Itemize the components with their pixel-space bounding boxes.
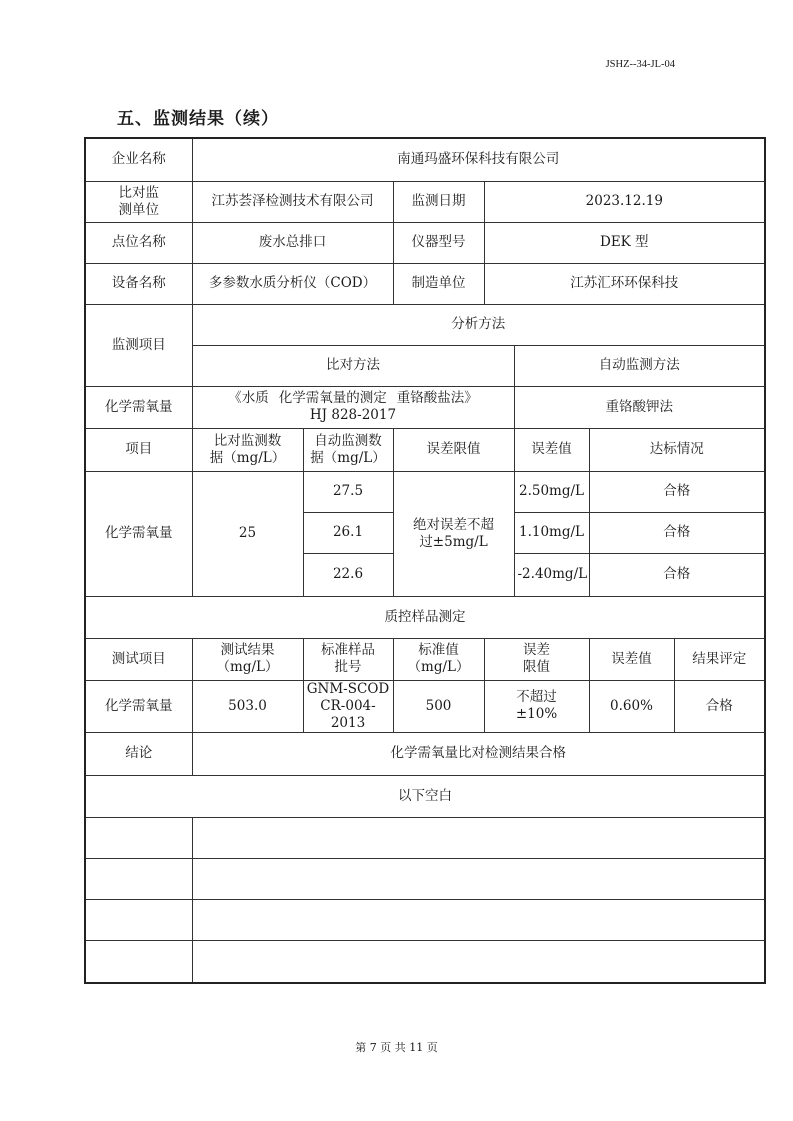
compare-limit-line-1: 绝对误差不超: [413, 516, 494, 533]
qc-batch-line-1: GNM-SCOD: [306, 680, 390, 697]
qc-title: 质控样品测定: [85, 596, 765, 638]
compare-limit-value: [393, 471, 514, 596]
model-value: DEK 型: [484, 222, 765, 263]
compare-header-item: 项目: [85, 428, 192, 471]
row-method-header: [85, 304, 765, 345]
unit-label-line-1: 比对监: [118, 184, 159, 201]
qc-header-item: 测试项目: [85, 638, 192, 680]
qc-header-batch-line-1: 标准样品: [321, 642, 375, 658]
qc-header-limit-line-1: 误差: [523, 642, 550, 658]
qc-batch-line-2: CR-004-2013: [320, 697, 376, 731]
blank-note: 以下空白: [85, 775, 765, 817]
row-blank-note: [85, 775, 765, 817]
compare-error-value: 2.50mg/L: [514, 471, 589, 512]
compare-method-part-1: 《水质: [228, 390, 269, 406]
compare-method-part-2: 化学需氧量的测定: [278, 390, 387, 406]
qc-header-error: 误差值: [589, 638, 674, 680]
unit-label-line-2: 测单位: [118, 201, 159, 218]
compare-error-value: -2.40mg/L: [514, 553, 589, 596]
empty-cell: [192, 899, 765, 940]
compare-header-cmp-line-2: 据（mg/L）: [209, 449, 286, 466]
enterprise-label: 企业名称: [85, 138, 192, 181]
empty-cell: [192, 858, 765, 899]
conclusion-label: 结论: [85, 732, 192, 775]
model-label: 仪器型号: [393, 222, 484, 263]
compare-header-auto-line-2: 据（mg/L）: [310, 449, 386, 466]
empty-row: [85, 940, 765, 983]
compare-limit-line-2: 过±5mg/L: [419, 533, 488, 550]
compare-header-auto: [303, 428, 393, 471]
compare-status-value: 合格: [589, 553, 765, 596]
method-item-value: 化学需氧量: [85, 386, 192, 428]
qc-item-value: 化学需氧量: [85, 680, 192, 732]
row-point-model: [85, 222, 765, 263]
date-label: 监测日期: [393, 181, 484, 222]
compare-auto-value: 22.6: [303, 553, 393, 596]
row-method-values: [85, 386, 765, 428]
monitor-item-label: 监测项目: [85, 304, 192, 386]
point-value: 废水总排口: [192, 222, 393, 263]
empty-cell: [192, 817, 765, 858]
qc-header-std: [393, 638, 484, 680]
qc-header-batch: [303, 638, 393, 680]
qc-limit-line-2: ±10%: [515, 706, 558, 722]
compare-method-line-2: HJ 828-2017: [309, 407, 397, 423]
compare-method-label: 比对方法: [192, 345, 514, 386]
section-title: 五、监测结果（续）: [117, 109, 279, 129]
row-enterprise: [85, 138, 765, 181]
compare-status-value: 合格: [589, 512, 765, 553]
unit-value: 江苏荟泽检测技术有限公司: [192, 181, 393, 222]
qc-std-value: 500: [393, 680, 484, 732]
qc-limit-value: [484, 680, 589, 732]
compare-header-cmp-line-1: 比对监测数: [213, 432, 282, 449]
date-value: 2023.12.19: [484, 181, 765, 222]
device-label: 设备名称: [85, 263, 192, 304]
row-qc-header: [85, 638, 765, 680]
compare-cmp-value: 25: [192, 471, 303, 596]
row-device-maker: [85, 263, 765, 304]
qc-header-limit: [484, 638, 589, 680]
compare-header-error: 误差值: [514, 428, 589, 471]
device-value: 多参数水质分析仪（COD）: [192, 263, 393, 304]
document-code: JSHZ--34-JL-04: [605, 59, 675, 70]
empty-cell: [192, 940, 765, 983]
compare-item-value: 化学需氧量: [85, 471, 192, 596]
enterprise-value: 南通玛盛环保科技有限公司: [192, 138, 765, 181]
compare-row: [85, 471, 765, 512]
row-compare-header: [85, 428, 765, 471]
compare-method-part-3: 重铬酸盐法》: [396, 390, 478, 406]
empty-row: [85, 817, 765, 858]
qc-header-result-line-1: 测试结果: [220, 642, 275, 658]
page-number: 第 7 页 共 11 页: [355, 1041, 438, 1054]
qc-eval-value: 合格: [674, 680, 765, 732]
unit-label: [85, 181, 192, 222]
empty-cell: [85, 858, 192, 899]
qc-header-eval: 结果评定: [674, 638, 765, 680]
compare-status-value: 合格: [589, 471, 765, 512]
empty-row: [85, 899, 765, 940]
point-label: 点位名称: [85, 222, 192, 263]
row-qc-title: [85, 596, 765, 638]
empty-row: [85, 858, 765, 899]
auto-method-label: 自动监测方法: [514, 345, 765, 386]
maker-label: 制造单位: [393, 263, 484, 304]
qc-error-value: 0.60%: [589, 680, 674, 732]
empty-cell: [85, 817, 192, 858]
compare-auto-value: 26.1: [303, 512, 393, 553]
monitoring-results-table: [84, 137, 766, 984]
qc-header-limit-line-2: 限值: [523, 659, 550, 675]
row-unit-date: [85, 181, 765, 222]
compare-error-value: 1.10mg/L: [514, 512, 589, 553]
row-conclusion: [85, 732, 765, 775]
row-qc-data: [85, 680, 765, 732]
qc-header-result-line-2: （mg/L）: [216, 659, 279, 675]
compare-header-limit: 误差限值: [393, 428, 514, 471]
compare-header-cmp: [192, 428, 303, 471]
qc-limit-line-1: 不超过: [516, 689, 557, 705]
qc-result-value: 503.0: [192, 680, 303, 732]
qc-batch-value: [303, 680, 393, 732]
compare-header-status: 达标情况: [589, 428, 765, 471]
auto-method-value: 重铬酸钾法: [514, 386, 765, 428]
analysis-method-label: 分析方法: [192, 304, 765, 345]
qc-header-std-line-2: （mg/L）: [407, 659, 470, 675]
compare-auto-value: 27.5: [303, 471, 393, 512]
maker-value: 江苏汇环环保科技: [484, 263, 765, 304]
empty-cell: [85, 940, 192, 983]
qc-header-batch-line-2: 批号: [334, 659, 362, 675]
qc-header-result: [192, 638, 303, 680]
compare-header-auto-line-1: 自动监测数: [314, 432, 382, 449]
qc-header-std-line-1: 标准值: [418, 642, 459, 658]
compare-method-value: [192, 386, 514, 428]
conclusion-value: 化学需氧量比对检测结果合格: [192, 732, 765, 775]
empty-cell: [85, 899, 192, 940]
compare-method-line-1: [196, 390, 511, 407]
